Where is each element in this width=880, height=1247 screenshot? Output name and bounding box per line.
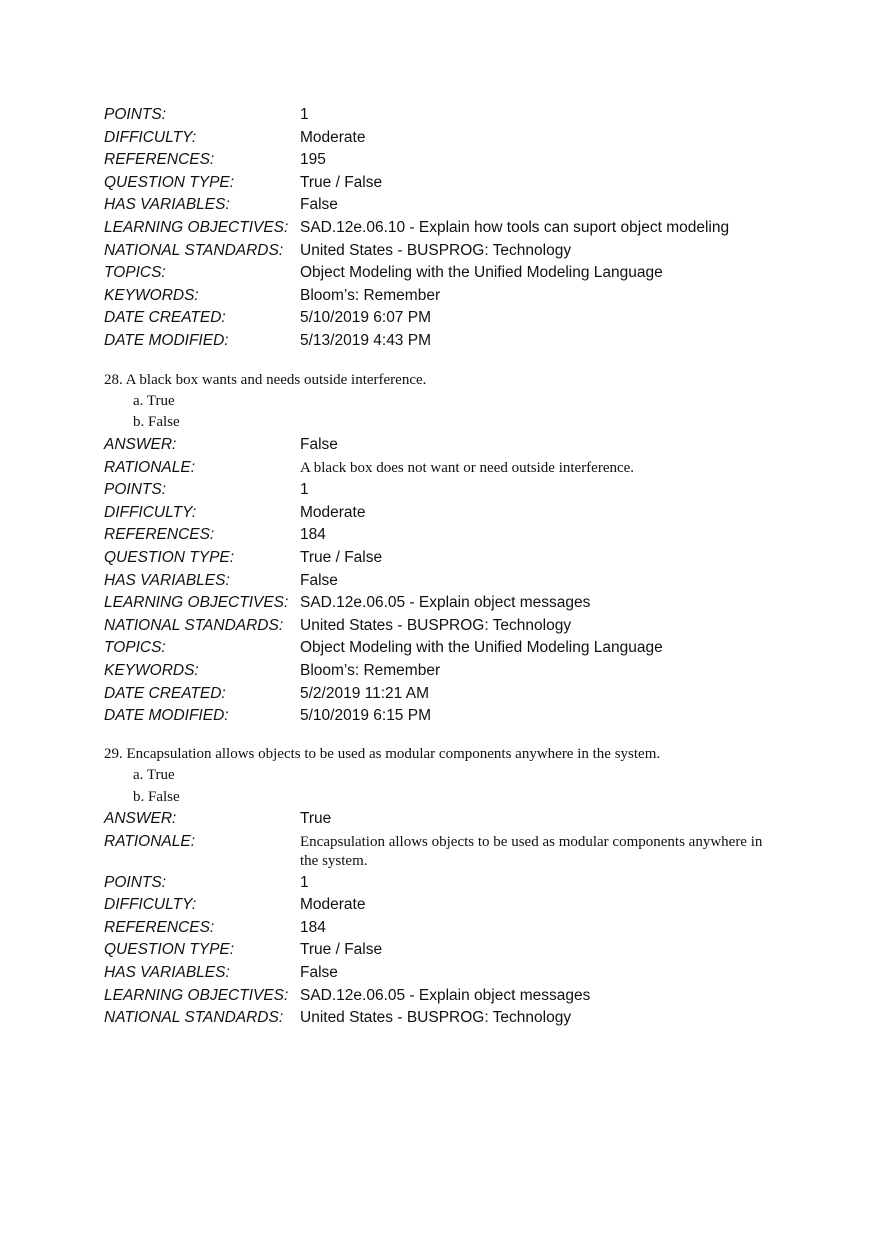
meta-value: United States - BUSPROG: Technology bbox=[300, 1009, 572, 1027]
meta-label: LEARNING OBJECTIVES: bbox=[104, 218, 289, 236]
question-29-choice-b: b. False bbox=[133, 789, 180, 805]
meta-row-has-variables bbox=[104, 962, 804, 985]
meta-label: REFERENCES: bbox=[104, 918, 215, 936]
meta-row-date-modified bbox=[104, 330, 804, 353]
rationale-label: RATIONALE: bbox=[104, 832, 196, 850]
meta-row-rationale bbox=[104, 831, 804, 872]
meta-row-learning-objectives bbox=[104, 592, 804, 615]
meta-row-question-type bbox=[104, 172, 804, 195]
question-28-choice-a: a. True bbox=[133, 393, 175, 409]
meta-value: True / False bbox=[300, 548, 383, 566]
meta-row-points bbox=[104, 872, 804, 895]
meta-label: KEYWORDS: bbox=[104, 661, 199, 679]
meta-row-answer bbox=[104, 808, 804, 831]
meta-label: LEARNING OBJECTIVES: bbox=[104, 594, 289, 612]
meta-value: 5/10/2019 6:07 PM bbox=[300, 309, 431, 327]
meta-row-date-created bbox=[104, 683, 804, 706]
meta-label: QUESTION TYPE: bbox=[104, 548, 235, 566]
meta-label: POINTS: bbox=[104, 481, 167, 499]
meta-row-difficulty bbox=[104, 894, 804, 917]
answer-label: ANSWER: bbox=[104, 436, 177, 453]
meta-row-points bbox=[104, 479, 804, 502]
question-28-text: 28. A black box wants and needs outside interference. bbox=[104, 372, 427, 388]
meta-value: 1 bbox=[300, 481, 309, 499]
meta-value: True / False bbox=[300, 941, 383, 959]
meta-row-national-standards bbox=[104, 240, 804, 263]
meta-value: 184 bbox=[300, 918, 326, 936]
meta-value: 5/2/2019 11:21 AM bbox=[300, 684, 429, 702]
meta-label: KEYWORDS: bbox=[104, 286, 199, 304]
meta-label: NATIONAL STANDARDS: bbox=[104, 1009, 284, 1027]
meta-row-rationale bbox=[104, 457, 804, 480]
meta-row-question-type bbox=[104, 547, 804, 570]
meta-value: Moderate bbox=[300, 503, 366, 521]
meta-value: 1 bbox=[300, 106, 309, 123]
meta-value: United States - BUSPROG: Technology bbox=[300, 241, 572, 259]
meta-row-national-standards bbox=[104, 615, 804, 638]
question-29-metadata bbox=[104, 808, 804, 1030]
meta-value: SAD.12e.06.05 - Explain object messages bbox=[300, 594, 591, 612]
meta-label: DIFFICULTY: bbox=[104, 503, 197, 521]
meta-label: LEARNING OBJECTIVES: bbox=[104, 986, 289, 1004]
meta-label: HAS VARIABLES: bbox=[104, 571, 230, 589]
meta-value: SAD.12e.06.05 - Explain object messages bbox=[300, 986, 591, 1004]
meta-label: NATIONAL STANDARDS: bbox=[104, 241, 284, 259]
answer-value: False bbox=[300, 436, 338, 453]
meta-row-references bbox=[104, 917, 804, 940]
meta-row-difficulty bbox=[104, 127, 804, 150]
meta-label: QUESTION TYPE: bbox=[104, 941, 235, 959]
meta-value: Bloom’s: Remember bbox=[300, 661, 441, 679]
meta-value: 5/13/2019 4:43 PM bbox=[300, 331, 431, 349]
meta-row-learning-objectives bbox=[104, 217, 804, 240]
meta-value: False bbox=[300, 963, 338, 981]
question-28-metadata bbox=[104, 434, 804, 728]
meta-row-topics bbox=[104, 637, 804, 660]
answer-label: ANSWER: bbox=[104, 810, 177, 827]
question-29-choice-a: a. True bbox=[133, 767, 175, 783]
meta-value: 184 bbox=[300, 526, 326, 544]
meta-label: TOPICS: bbox=[104, 639, 166, 657]
meta-label: DATE CREATED: bbox=[104, 684, 226, 702]
meta-label: DATE MODIFIED: bbox=[104, 707, 229, 725]
rationale-value: Encapsulation allows objects to be used as modular components anywhere in the system. bbox=[300, 833, 763, 869]
meta-value: Moderate bbox=[300, 896, 366, 914]
meta-row-keywords bbox=[104, 285, 804, 308]
meta-row-topics bbox=[104, 262, 804, 285]
meta-row-keywords bbox=[104, 660, 804, 683]
meta-row-has-variables bbox=[104, 194, 804, 217]
meta-label: QUESTION TYPE: bbox=[104, 173, 235, 191]
meta-value: United States - BUSPROG: Technology bbox=[300, 616, 572, 634]
meta-label: POINTS: bbox=[104, 106, 167, 123]
meta-row-question-type bbox=[104, 939, 804, 962]
meta-label: DATE MODIFIED: bbox=[104, 331, 229, 349]
meta-row-references bbox=[104, 149, 804, 172]
answer-value: True bbox=[300, 810, 332, 827]
meta-value: 1 bbox=[300, 873, 309, 891]
meta-row-has-variables bbox=[104, 570, 804, 593]
meta-row-answer bbox=[104, 434, 804, 457]
meta-value: SAD.12e.06.10 - Explain how tools can suport object modeling bbox=[300, 218, 730, 236]
meta-label: HAS VARIABLES: bbox=[104, 196, 230, 214]
meta-value: Object Modeling with the Unified Modeling Language bbox=[300, 639, 663, 657]
meta-label: DIFFICULTY: bbox=[104, 896, 197, 914]
meta-row-learning-objectives bbox=[104, 985, 804, 1008]
meta-row-national-standards bbox=[104, 1007, 804, 1030]
meta-value: False bbox=[300, 571, 338, 589]
question-28-choice-b: b. False bbox=[133, 414, 180, 430]
meta-row-references bbox=[104, 524, 804, 547]
meta-row-difficulty bbox=[104, 502, 804, 525]
rationale-value: A black box does not want or need outside interference. bbox=[300, 459, 635, 476]
rationale-label: RATIONALE: bbox=[104, 458, 196, 476]
meta-label: HAS VARIABLES: bbox=[104, 963, 230, 981]
meta-value: 195 bbox=[300, 151, 326, 169]
meta-row-date-modified bbox=[104, 705, 804, 728]
question-27-metadata bbox=[104, 104, 804, 353]
meta-value: Bloom’s: Remember bbox=[300, 286, 441, 304]
meta-label: TOPICS: bbox=[104, 264, 166, 282]
meta-label: DATE CREATED: bbox=[104, 309, 226, 327]
meta-row-points bbox=[104, 104, 804, 127]
meta-label: POINTS: bbox=[104, 873, 167, 891]
question-29-text: 29. Encapsulation allows objects to be used as modular components anywhere in the system. bbox=[104, 746, 661, 762]
meta-value: 5/10/2019 6:15 PM bbox=[300, 707, 431, 725]
meta-value: True / False bbox=[300, 173, 383, 191]
meta-value: Moderate bbox=[300, 128, 366, 146]
meta-label: NATIONAL STANDARDS: bbox=[104, 616, 284, 634]
meta-label: DIFFICULTY: bbox=[104, 128, 197, 146]
meta-label: REFERENCES: bbox=[104, 151, 215, 169]
meta-value: Object Modeling with the Unified Modeling Language bbox=[300, 264, 663, 282]
meta-label: REFERENCES: bbox=[104, 526, 215, 544]
meta-row-date-created bbox=[104, 307, 804, 330]
meta-value: False bbox=[300, 196, 338, 214]
